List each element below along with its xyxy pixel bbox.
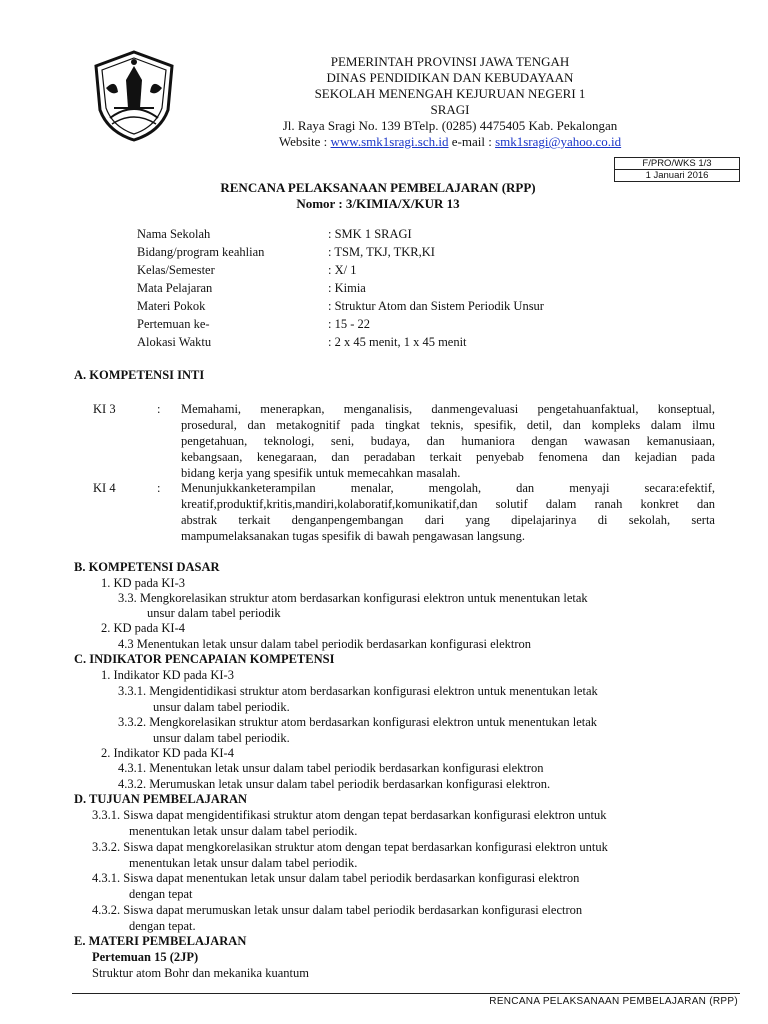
identity-value: : 15 - 22 bbox=[328, 317, 371, 331]
list-item: 2. Indikator KD pada KI-4 bbox=[101, 746, 234, 760]
ki4-colon: : bbox=[157, 481, 161, 495]
ki3-text-line: pengetahuan, teknologi, seni, budaya, dan humaniora dengan wawasan kemanusiaan, bbox=[181, 434, 715, 448]
footer-divider bbox=[72, 993, 740, 994]
identity-value: : SMK 1 SRAGI bbox=[328, 227, 412, 241]
ki3-text-line: prosedural, dan metakognitif pada tingkat teknis, spesifik, detil, dan kompleks dalam ilmu bbox=[181, 418, 715, 432]
document-title: RENCANA PELAKSANAAN PEMBELAJARAN (RPP) bbox=[220, 180, 536, 195]
section-d-heading: D. TUJUAN PEMBELAJARAN bbox=[74, 792, 248, 806]
email-link[interactable]: smk1sragi@yahoo.co.id bbox=[495, 134, 622, 149]
identity-label: Mata Pelajaran bbox=[137, 281, 213, 295]
identity-label: Bidang/program keahlian bbox=[137, 245, 265, 259]
list-item: 1. Indikator KD pada KI-3 bbox=[101, 668, 234, 682]
identity-label: Pertemuan ke- bbox=[137, 317, 210, 331]
header-contact-line bbox=[66, 134, 768, 150]
header-address-line: Jl. Raya Sragi No. 139 BTelp. (0285) 4475405 Kab. Pekalongan bbox=[282, 118, 618, 133]
list-item: 2. KD pada KI-4 bbox=[101, 621, 186, 635]
list-item: unsur dalam tabel periodik. bbox=[153, 731, 290, 745]
form-code-box bbox=[614, 157, 740, 182]
list-item: 4.3.2. Merumuskan letak unsur dalam tabel periodik berdasarkan konfigurasi elektron. bbox=[118, 777, 551, 791]
list-item: menentukan letak unsur dalam tabel periodik. bbox=[129, 824, 358, 838]
identity-value: : 2 x 45 menit, 1 x 45 menit bbox=[328, 335, 467, 349]
ki4-text-line: Menunjukkanketerampilan menalar, mengolah, dan menyaji secara:efektif, bbox=[181, 481, 715, 495]
topic-text: Struktur atom Bohr dan mekanika kuantum bbox=[92, 966, 309, 980]
list-item: 3.3.1. Siswa dapat mengidentifikasi struktur atom dengan tepat berdasarkan konfigurasi elektron untuk bbox=[92, 808, 607, 822]
email-label: e-mail : bbox=[448, 134, 496, 149]
identity-value: : Struktur Atom dan Sistem Periodik Unsur bbox=[328, 299, 544, 313]
footer-title: RENCANA PELAKSANAAN PEMBELAJARAN (RPP) bbox=[489, 996, 738, 1007]
list-item: 1. KD pada KI-3 bbox=[101, 576, 186, 590]
ki3-colon: : bbox=[157, 402, 161, 416]
list-item: 3.3.2. Mengkorelasikan struktur atom berdasarkan konfigurasi elektron untuk menentukan letak bbox=[118, 715, 598, 729]
header-government-line: PEMERINTAH PROVINSI JAWA TENGAH bbox=[330, 54, 570, 69]
list-item: 4.3.2. Siswa dapat merumuskan letak unsur dalam tabel periodik berdasarkan konfigurasi electron bbox=[92, 903, 583, 917]
ki4-label: KI 4 bbox=[93, 481, 116, 495]
ki4-text-line: abstrak terkait denganpengembangan dari yang dipelajarinya di sekolah, serta bbox=[181, 513, 715, 527]
list-item: 3.3.1. Mengidentidikasi struktur atom berdasarkan konfigurasi elektron untuk menentukan letak bbox=[118, 684, 598, 698]
list-item: 4.3.1. Menentukan letak unsur dalam tabel periodik berdasarkan konfigurasi elektron bbox=[118, 761, 544, 775]
list-item: menentukan letak unsur dalam tabel periodik. bbox=[129, 856, 358, 870]
identity-label: Alokasi Waktu bbox=[137, 335, 212, 349]
ki4-text-line: kreatif,produktif,kritis,mandiri,kolaboratif,komunikatif,dan solutif dalam ranah konkret dan bbox=[181, 497, 715, 511]
list-item: unsur dalam tabel periodik. bbox=[153, 700, 290, 714]
list-item: 4.3.1. Siswa dapat menentukan letak unsur dalam tabel periodik berdasarkan konfigurasi elektron bbox=[92, 871, 580, 885]
identity-label: Nama Sekolah bbox=[137, 227, 211, 241]
form-date: 1 Januari 2016 bbox=[615, 169, 739, 181]
form-code: F/PRO/WKS 1/3 bbox=[642, 158, 712, 169]
website-link[interactable]: www.smk1sragi.sch.id bbox=[330, 134, 449, 149]
identity-value: : TSM, TKJ, TKR,KI bbox=[328, 245, 435, 259]
section-c-heading: C. INDIKATOR PENCAPAIAN KOMPETENSI bbox=[74, 652, 335, 666]
section-a-heading: A. KOMPETENSI INTI bbox=[74, 368, 205, 382]
header-department-line: DINAS PENDIDIKAN DAN KEBUDAYAAN bbox=[326, 70, 574, 85]
list-item: unsur dalam tabel periodik bbox=[147, 606, 281, 620]
identity-label: Kelas/Semester bbox=[137, 263, 215, 277]
list-item: 3.3.2. Siswa dapat mengkorelasikan struktur atom dengan tepat berdasarkan konfigurasi elektron untuk bbox=[92, 840, 608, 854]
identity-value: : Kimia bbox=[328, 281, 366, 295]
document-number: Nomor : 3/KIMIA/X/KUR 13 bbox=[296, 196, 460, 211]
ki3-text-line: Memahami, menerapkan, menganalisis, danmengevaluasi pengetahuanfaktual, konseptual, bbox=[181, 402, 715, 416]
ki3-text-line: kebangsaan, kenegaraan, dan peradaban terkait penyebab fenomena dan kejadian pada bbox=[181, 450, 715, 464]
list-item: dengan tepat. bbox=[129, 919, 196, 933]
section-b-heading: B. KOMPETENSI DASAR bbox=[74, 560, 220, 574]
section-e-heading: E. MATERI PEMBELAJARAN bbox=[74, 934, 247, 948]
header-city-line: SRAGI bbox=[430, 102, 470, 117]
ki3-label: KI 3 bbox=[93, 402, 116, 416]
header-school-line: SEKOLAH MENENGAH KEJURUAN NEGERI 1 bbox=[314, 86, 586, 101]
identity-value: : X/ 1 bbox=[328, 263, 357, 277]
ki3-text-line: bidang kerja yang spesifik untuk memecahkan masalah. bbox=[181, 466, 461, 480]
list-item: 3.3. Mengkorelasikan struktur atom berdasarkan konfigurasi elektron untuk menentukan letak bbox=[118, 591, 588, 605]
ki4-text-line: mampumelaksanakan tugas spesifik di bawah pengawasan langsung. bbox=[181, 529, 526, 543]
list-item: dengan tepat bbox=[129, 887, 193, 901]
identity-label: Materi Pokok bbox=[137, 299, 206, 313]
website-label: Website : bbox=[278, 134, 331, 149]
meeting-label: Pertemuan 15 (2JP) bbox=[92, 950, 199, 964]
list-item: 4.3 Menentukan letak unsur dalam tabel periodik berdasarkan konfigurasi elektron bbox=[118, 637, 532, 651]
